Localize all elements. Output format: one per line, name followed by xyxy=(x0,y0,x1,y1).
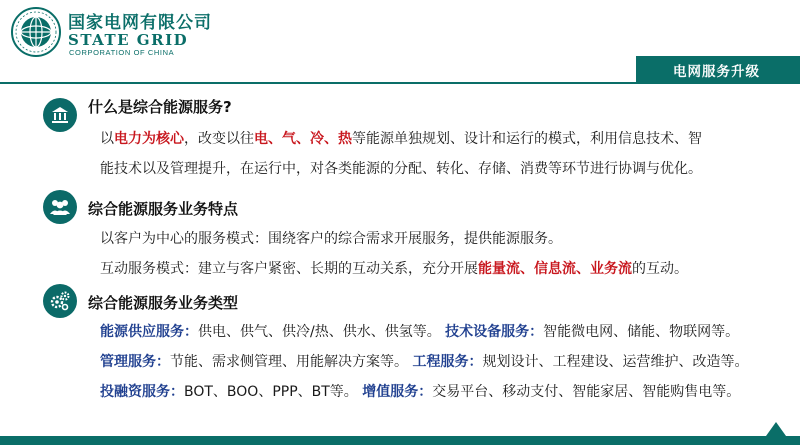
section-tab-label: 电网服务升级 xyxy=(673,64,760,80)
type-value: 规划设计、工程建设、运营维护、改造等。 xyxy=(482,354,749,370)
type-label: 投融资服务： xyxy=(100,384,184,400)
text: 等能源单独规划、设计和运行的模式，利用信息技术、智 xyxy=(352,131,702,147)
type-row-2 xyxy=(100,352,748,372)
footer-arrow-icon xyxy=(766,422,786,436)
definition-line-1 xyxy=(100,129,702,149)
logo-chinese-name: 国家电网有限公司 xyxy=(68,13,212,33)
type-label: 技术设备服务： xyxy=(445,324,544,340)
section-title-types: 综合能源服务业务类型 xyxy=(88,294,239,312)
type-row-1 xyxy=(100,322,739,342)
footer-bar xyxy=(0,436,800,445)
logo-english-name: STATE GRID xyxy=(68,31,189,49)
type-label: 增值服务： xyxy=(362,384,433,400)
emphasis-text: 电力为核心 xyxy=(114,131,184,147)
type-label: 工程服务： xyxy=(412,354,483,370)
type-value: 智能微电网、储能、物联网等。 xyxy=(543,324,740,340)
emphasis-text: 能量流、信息流、业务流 xyxy=(478,261,632,277)
type-value: BOT、BOO、PPP、BT等。 xyxy=(184,384,358,400)
feature-line-2 xyxy=(100,259,688,279)
type-label: 能源供应服务： xyxy=(100,324,198,340)
text: ，改变以往 xyxy=(184,131,254,147)
section-tab xyxy=(636,56,800,82)
type-row-3 xyxy=(100,382,740,402)
type-value: 节能、需求侧管理、用能解决方案等。 xyxy=(170,354,408,370)
type-value: 供电、供气、供冷/热、供水、供氢等。 xyxy=(198,324,441,340)
emphasis-text: 电、气、冷、热 xyxy=(254,131,352,147)
header-divider xyxy=(0,82,800,84)
text: 互动服务模式：建立与客户紧密、长期的互动关系，充分开展 xyxy=(100,261,478,277)
text: 以 xyxy=(100,131,114,147)
type-label: 管理服务： xyxy=(100,354,170,370)
section-title-features: 综合能源服务业务特点 xyxy=(88,200,239,218)
section-title-what-is: 什么是综合能源服务? xyxy=(88,98,232,116)
state-grid-logo-icon xyxy=(10,6,62,58)
logo-subtitle: CORPORATION OF CHINA xyxy=(69,48,175,57)
feature-line-1: 以客户为中心的服务模式：围绕客户的综合需求开展服务，提供能源服务。 xyxy=(100,231,562,247)
gears-icon xyxy=(43,284,77,318)
bank-icon xyxy=(43,98,77,132)
users-icon xyxy=(43,190,77,224)
type-value: 交易平台、移动支付、智能家居、智能购售电等。 xyxy=(432,384,741,400)
definition-line-2: 能技术以及管理提升，在运行中，对各类能源的分配、转化、存储、消费等环节进行协调与优化。 xyxy=(100,161,702,177)
text: 的互动。 xyxy=(632,261,688,277)
